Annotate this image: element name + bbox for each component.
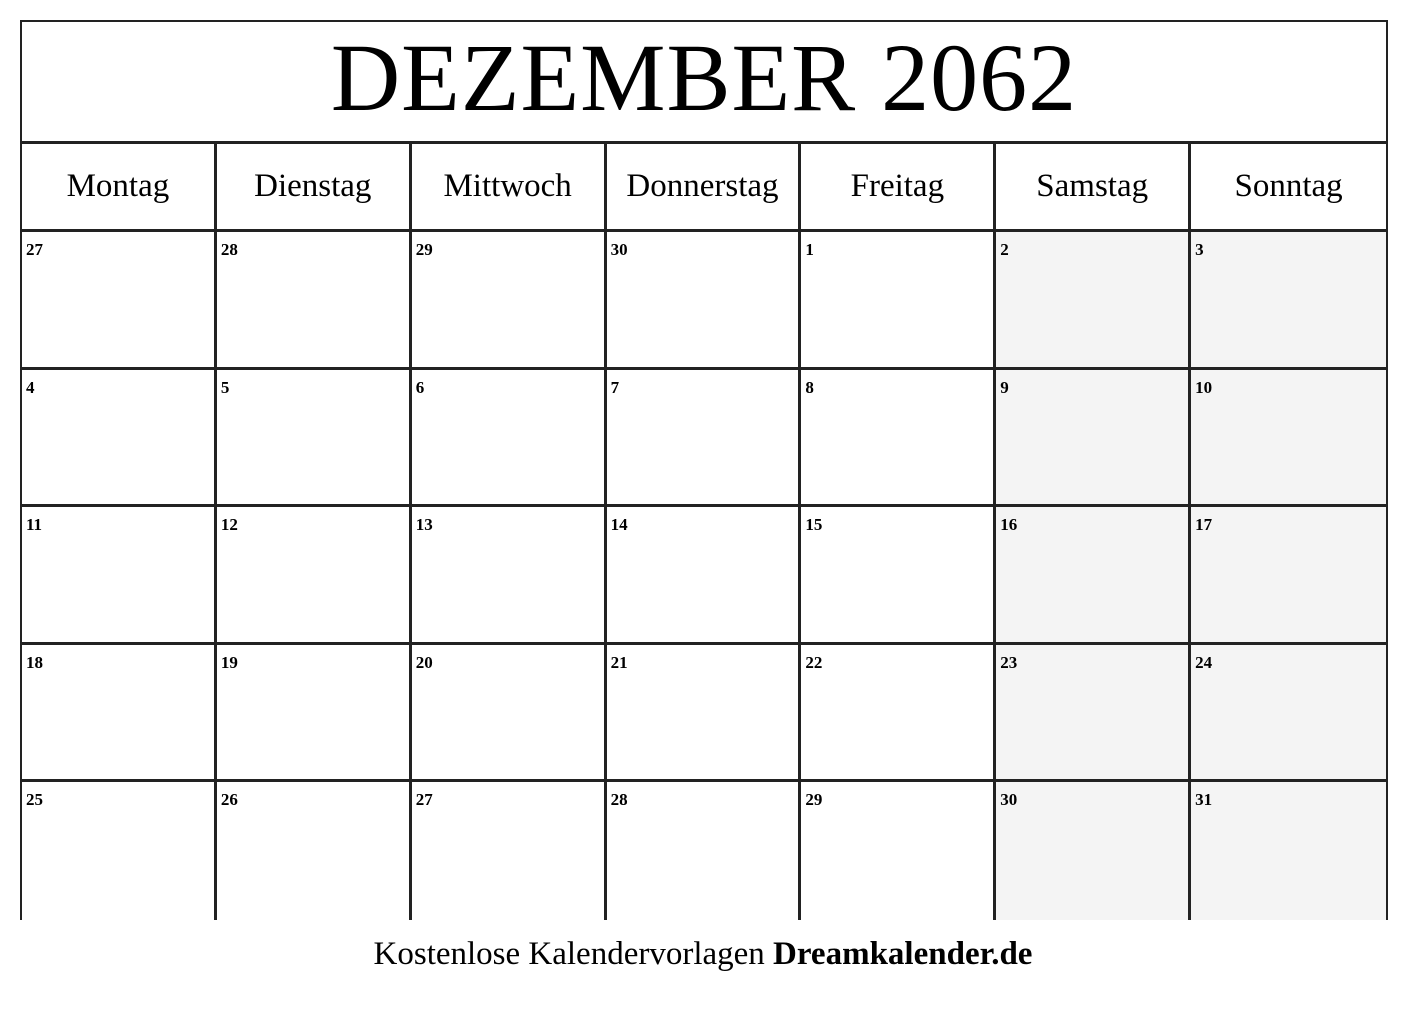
day-cell — [607, 507, 802, 645]
weekend-day-cell — [996, 507, 1191, 645]
day-cell — [412, 232, 607, 370]
weekday-header-saturday: Samstag — [996, 144, 1191, 232]
day-number: 2 — [1000, 240, 1009, 259]
day-number: 7 — [610, 377, 620, 397]
weekday-header-thursday: Donnerstag — [607, 144, 802, 232]
day-number: 1 — [805, 240, 814, 259]
day-number: 30 — [610, 240, 628, 259]
day-number: 10 — [1195, 377, 1213, 397]
weekday-header-friday: Freitag — [801, 144, 996, 232]
calendar-title: DEZEMBER 2062 — [330, 23, 1078, 131]
weekend-day-cell — [1191, 782, 1386, 920]
day-number: 20 — [415, 652, 433, 672]
day-number: 21 — [610, 652, 628, 672]
day-cell — [801, 507, 996, 645]
day-number: 27 — [415, 790, 433, 810]
weekend-day-cell — [996, 232, 1191, 370]
day-cell — [217, 782, 412, 920]
weekend-day-cell — [1191, 645, 1386, 783]
day-cell — [22, 370, 217, 508]
weekday-header-sunday: Sonntag — [1191, 144, 1386, 232]
day-number: 15 — [805, 515, 823, 535]
day-number: 11 — [26, 515, 43, 535]
day-number: 16 — [1000, 515, 1018, 535]
day-number: 14 — [610, 515, 628, 535]
day-number: 31 — [1195, 790, 1213, 810]
day-number: 30 — [1000, 790, 1018, 810]
day-number: 27 — [26, 240, 43, 259]
day-cell — [607, 645, 802, 783]
day-cell — [607, 370, 802, 508]
day-number: 17 — [1195, 515, 1213, 535]
day-cell — [801, 370, 996, 508]
day-number: 5 — [220, 377, 230, 397]
day-number: 22 — [805, 652, 823, 672]
day-cell — [801, 645, 996, 783]
day-cell — [607, 782, 802, 920]
day-number: 29 — [415, 240, 433, 259]
day-number: 9 — [1000, 377, 1009, 397]
weekday-header-tuesday: Dienstag — [217, 144, 412, 232]
day-cell — [217, 232, 412, 370]
day-cell — [22, 507, 217, 645]
day-number: 28 — [220, 240, 238, 259]
calendar — [20, 20, 1388, 920]
day-cell — [412, 782, 607, 920]
weekend-day-cell — [996, 370, 1191, 508]
day-cell — [217, 645, 412, 783]
day-number: 6 — [415, 377, 425, 397]
day-cell — [801, 232, 996, 370]
weekend-day-cell — [996, 645, 1191, 783]
day-number: 26 — [220, 790, 238, 810]
footer-text: Kostenlose Kalendervorlagen — [373, 936, 765, 972]
day-cell — [801, 782, 996, 920]
weekend-day-cell — [996, 782, 1191, 920]
day-number: 29 — [805, 790, 823, 810]
day-cell — [217, 507, 412, 645]
day-number: 18 — [26, 652, 43, 672]
calendar-grid — [22, 144, 1386, 920]
day-number: 13 — [415, 515, 433, 535]
day-number: 25 — [26, 790, 43, 810]
weekend-day-cell — [1191, 232, 1386, 370]
day-number: 28 — [610, 790, 628, 810]
day-cell — [22, 645, 217, 783]
day-cell — [412, 507, 607, 645]
title-bar — [22, 22, 1386, 144]
day-number: 8 — [805, 377, 814, 397]
day-cell — [412, 645, 607, 783]
day-number: 4 — [26, 377, 35, 397]
day-number: 3 — [1195, 240, 1204, 259]
day-cell — [217, 370, 412, 508]
weekday-header-monday: Montag — [22, 144, 217, 232]
day-cell — [607, 232, 802, 370]
day-cell — [22, 782, 217, 920]
day-number: 19 — [220, 652, 238, 672]
weekday-header-wednesday: Mittwoch — [412, 144, 607, 232]
day-number: 12 — [220, 515, 238, 535]
footer — [0, 936, 1406, 973]
weekend-day-cell — [1191, 507, 1386, 645]
day-number: 23 — [1000, 652, 1018, 672]
day-number: 24 — [1195, 652, 1213, 672]
day-cell — [412, 370, 607, 508]
day-cell — [22, 232, 217, 370]
weekend-day-cell — [1191, 370, 1386, 508]
footer-brand-link[interactable]: Dreamkalender.de — [773, 936, 1033, 972]
